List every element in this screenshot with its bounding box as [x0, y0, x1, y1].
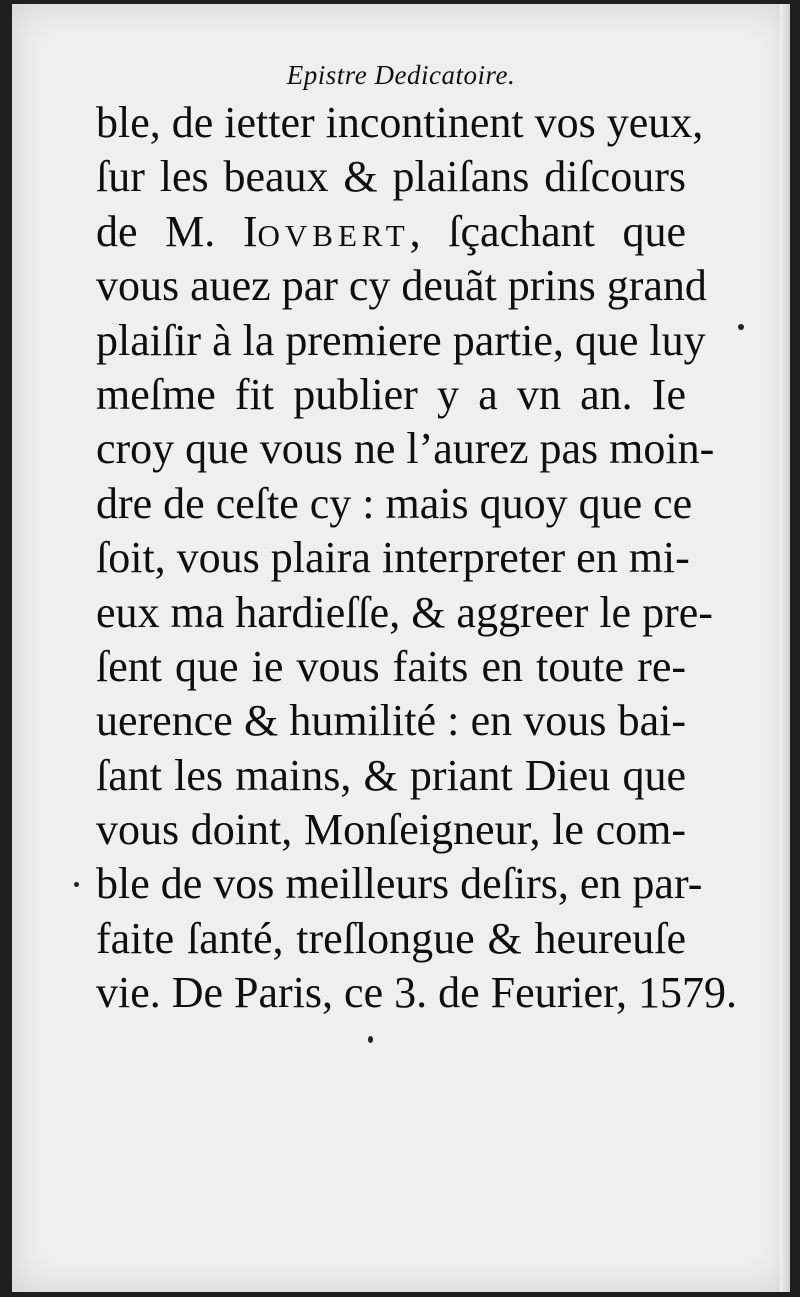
text-line-12: uerence & humilité : en vous bai- — [96, 696, 686, 746]
text-line-7: croy que vous ne l’aurez pas moin- — [96, 424, 715, 474]
text-line-3 — [96, 205, 686, 259]
text-line-15: ble de vos meilleurs deſirs, en par- — [96, 859, 703, 909]
text-line-9: ſoit, vous plaira interpreter en mi- — [96, 533, 690, 583]
text-line-2: ſur les beaux & plaiſans diſcours — [96, 152, 686, 202]
author-name-smallcaps: ovbert — [257, 206, 410, 256]
text-line-8: dre de ceſte cy : mais quoy que ce — [96, 478, 693, 528]
ink-speck — [74, 882, 79, 887]
body-text — [96, 96, 737, 1021]
text-line-13: ſant les mains, & priant Dieu que — [96, 750, 686, 800]
book-page — [12, 4, 790, 1292]
ink-speck — [738, 324, 744, 330]
text-line-5: plaiſir à la premiere partie, que luy — [96, 315, 706, 365]
text-line-11: ſent que ie vous faits en toute re- — [96, 641, 686, 691]
text-line-14: vous doint, Monſeigneur, le com- — [96, 805, 686, 855]
text-line-10: eux ma hardieſſe, & aggreer le pre- — [96, 587, 713, 637]
line-3-prefix: de M. I — [96, 206, 258, 256]
text-line-17: vie. De Paris, ce 3. de Feurier, 1579. — [96, 968, 737, 1018]
text-line-6: meſme fit publier y a vn an. Ie — [96, 369, 686, 419]
line-3-suffix: , ſçachant que — [409, 206, 686, 256]
running-head: Epistre Dedicatoire. — [286, 60, 516, 90]
text-line-1: ble, de ietter incontinent vos yeux, — [96, 98, 704, 147]
text-line-16: faite ſanté, treſlongue & heureuſe — [96, 913, 686, 963]
ink-speck — [368, 1036, 373, 1043]
text-line-4: vous auez par cy deuãt prins grand — [96, 261, 707, 311]
page-fold-shadow — [780, 4, 790, 1292]
